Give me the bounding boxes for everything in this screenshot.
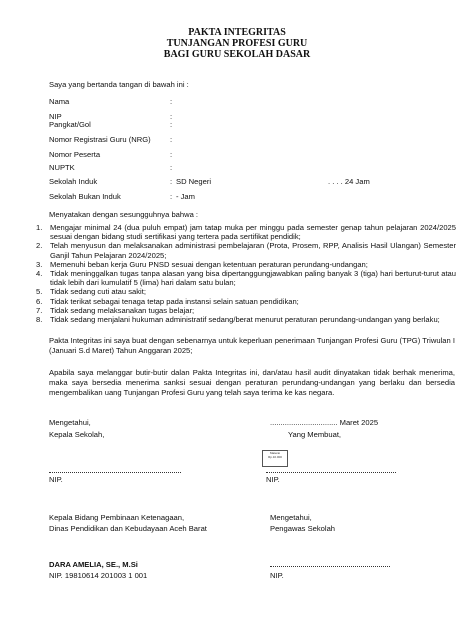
maker-nip: NIP.	[266, 475, 280, 484]
official-nip: NIP. 19810614 201003 1 001	[49, 571, 148, 580]
field-label: Nomor Registrasi Guru (NRG)	[49, 135, 151, 144]
list-item: 5. Tidak sedang cuti atau sakit;	[36, 287, 146, 297]
field-colon: :	[170, 163, 173, 172]
teaching-hours: . . . . 24 Jam	[328, 177, 370, 186]
field-row-sekolah-bukan-induk	[0, 192, 474, 201]
list-item: 2. Telah menyusun dan melaksanakan administrasi pembelajaran (Prota, Prosem, RPP, Analisis Hasil Ulangan) Semester Ganjil Tahun Pelajaran 2024/2025;	[36, 241, 456, 260]
official-agency: Dinas Pendidikan dan Kebudayaan Aceh Barat	[49, 524, 207, 533]
field-label: Nama	[49, 97, 70, 106]
intro-text: Saya yang bertanda tangan di bawah ini :	[49, 80, 189, 89]
document-subtitle-2: BAGI GURU SEKOLAH DASAR	[163, 49, 311, 60]
list-item: 7. Tidak sedang melaksanakan tugas belajar;	[36, 305, 195, 315]
purpose-paragraph: Pakta Integritas ini saya buat dengan sebenarnya untuk keperluan penerimaan Tunjangan Profesi Guru (TPG) Triwulan I (Januari S.d Maret) Tahun Anggaran 2025;	[49, 336, 455, 355]
field-colon: :	[170, 97, 173, 106]
list-item: 4. Tidak meninggalkan tugas tanpa alasan yang bisa dipertanggungjawabkan paling banyak 3 (tiga) hari berturut-turut atau tidak lebih dari kumulatif 5 (lima) hari dalam satu bulan;	[36, 269, 456, 288]
stamp-text: Materai	[269, 451, 280, 455]
document-subtitle: TUNJANGAN PROFESI GURU	[166, 38, 308, 49]
signing-date: ................................ Maret 2025	[270, 418, 379, 427]
official-title: Kepala Bidang Pembinaan Ketenagaan,	[49, 513, 185, 522]
document-title: PAKTA INTEGRITAS	[188, 27, 286, 38]
principal-label: Kepala Sekolah,	[49, 430, 105, 439]
field-colon: :	[170, 135, 173, 144]
field-row-nuptk	[0, 163, 474, 172]
field-label: NIP	[49, 112, 62, 121]
field-colon: :	[170, 120, 173, 129]
field-row-peserta	[0, 150, 474, 159]
signature-line-principal	[49, 472, 181, 473]
field-label: Nomor Peserta	[49, 150, 101, 159]
field-colon: :	[170, 112, 173, 121]
acknowledge-label: Mengetahui,	[49, 418, 91, 427]
field-colon: :	[170, 150, 173, 159]
field-row-nrg	[0, 135, 474, 144]
field-row-sekolah-induk	[0, 177, 474, 186]
official-name: DARA AMELIA, SE., M.Si	[49, 560, 138, 569]
maker-label: Yang Membuat,	[288, 430, 342, 439]
field-colon: :	[170, 192, 173, 201]
list-item: 8. Tidak sedang menjalani hukuman administratif sedang/berat menurut peraturan perundang-undangan yang berlaku;	[36, 315, 440, 325]
field-value: SD Negeri	[176, 177, 212, 186]
list-item: 6. Tidak terikat sebagai tenaga tetap pada instansi selain satuan pendidikan;	[36, 296, 299, 306]
field-colon: :	[170, 177, 173, 186]
list-item: 3. Memenuhi beban kerja Guru PNSD sesuai dengan ketentuan peraturan perundang-undangan;	[36, 259, 368, 269]
supervisor-nip: NIP.	[270, 571, 284, 580]
list-item: 1. Mengajar minimal 24 (dua puluh empat) jam tatap muka per minggu pada semester genap tahun pelajaran 2024/2025 sesuai dengan bidang studi sertifikasi yang tertera pada sertifikat pendidik;	[36, 223, 456, 242]
field-row-nama	[0, 97, 474, 106]
stamp-duty-box	[262, 450, 288, 467]
field-label: Sekolah Induk	[49, 177, 98, 186]
signature-line-maker	[266, 472, 396, 473]
field-label: Pangkat/Gol	[49, 120, 91, 129]
field-value: - Jam	[176, 192, 195, 201]
principal-nip: NIP.	[49, 475, 63, 484]
stamp-value: Rp.10.000	[268, 455, 282, 459]
supervisor-label: Pengawas Sekolah	[270, 524, 336, 533]
statement-intro: Menyatakan dengan sesungguhnya bahwa :	[49, 210, 199, 219]
field-row-pangkat	[0, 120, 474, 129]
consequence-paragraph: Apabila saya melanggar butir-butir dalan Pakta Integritas ini, dan/atau hasil audit dinyatakan tidak berhak menerima, maka saya bersedia menerima sanksi sesuai dengan peraturan perundang-undangan yang berlaku dan bersedia mengembalikan uang Tunjangan Profesi Guru yang telah saya terima ke kas negara.	[49, 368, 455, 397]
field-label: Sekolah Bukan Induk	[49, 192, 121, 201]
supervisor-acknowledge: Mengetahui,	[270, 513, 312, 522]
field-label: NUPTK	[49, 163, 75, 172]
signature-line-supervisor	[270, 566, 390, 567]
statement-list	[36, 223, 456, 324]
